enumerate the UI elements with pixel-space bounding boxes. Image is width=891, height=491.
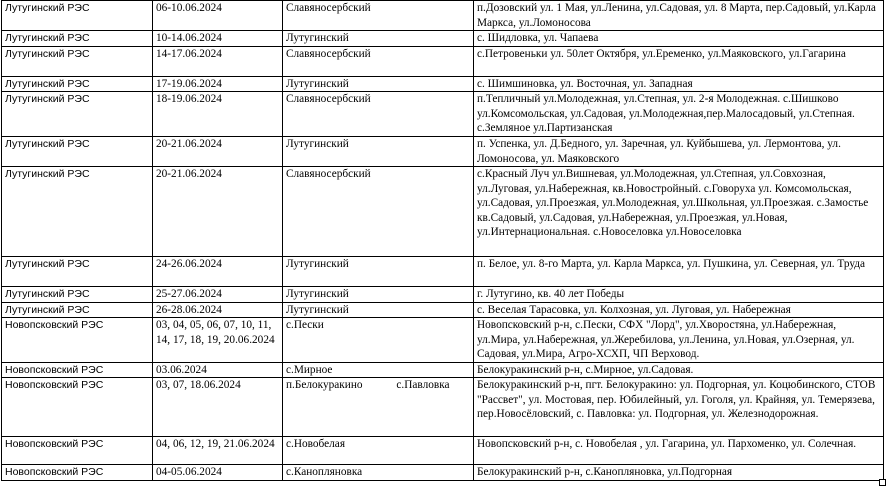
cell-addresses: п.Тепличный ул.Молодежная, ул.Степная, ул. 2-я Молодежная. с.Шишково ул.Комсомольская, ул.Садовая, ул.Молодежная,пер.Малосадовый, ул.Степная. с.Земляное ул.Партизанская xyxy=(474,92,884,137)
cell-district: с.Канопляновка xyxy=(283,465,474,481)
table-row xyxy=(2,76,884,92)
table-resize-handle[interactable] xyxy=(879,479,886,486)
cell-addresses: с.Петровеньки ул. 50лет Октября, ул.Еременко, ул.Маяковского, ул.Гагарина xyxy=(474,46,884,76)
cell-addresses: п. Успенка, ул. Д.Бедного, ул. Заречная, ул. Куйбышева, ул. Лермонтова, ул. Ломоносова, ул. Маяковского xyxy=(474,137,884,167)
cell-dates: 20-21.06.2024 xyxy=(153,137,283,167)
cell-dates: 04, 06, 12, 19, 21.06.2024 xyxy=(153,437,283,465)
cell-district: Лутугинский xyxy=(283,257,474,287)
cell-dates: 04-05.06.2024 xyxy=(153,465,283,481)
cell-res-unit: Лутугинский РЭС xyxy=(2,31,153,47)
cell-addresses: п. Белое, ул. 8-го Марта, ул. Карла Маркса, ул. Пушкина, ул. Северная, ул. Труда xyxy=(474,257,884,287)
cell-district: п.Белокуракино с.Павловка xyxy=(283,378,474,437)
cell-dates: 03, 04, 05, 06, 07, 10, 11, 14, 17, 18, 19, 20.06.2024 xyxy=(153,318,283,363)
cell-district: Славяносербский xyxy=(283,46,474,76)
cell-addresses: с. Шимшиновка, ул. Восточная, ул. Западная xyxy=(474,76,884,92)
cell-district: с.Пески xyxy=(283,318,474,363)
cell-res-unit: Новопсковский РЭС xyxy=(2,465,153,481)
cell-district: Славяносербский xyxy=(283,1,474,31)
table-body xyxy=(2,1,884,481)
table-row xyxy=(2,362,884,378)
table-row xyxy=(2,46,884,76)
cell-addresses: с. Веселая Тарасовка, ул. Колхозная, ул. Луговая, ул. Набережная xyxy=(474,302,884,318)
cell-addresses: с.Красный Луч ул.Вишневая, ул.Молодежная, ул.Степная, ул.Совхозная, ул.Луговая, ул.Набережная, кв.Новостройный. с.Говоруха ул. Комсомольская, ул.Садовая, ул.Проезжая, ул.Молодежная, ул.Школьная, ул.Проезжая. с.Замостье кв.Садовый, ул.Садовая, ул.Набережная, ул.Проезжая, ул.Новая, ул.Интернациональная. с.Новоселовка ул.Новоселовка xyxy=(474,167,884,257)
cell-addresses: Белокуракинский р-н, с.Мирное, ул.Садовая. xyxy=(474,362,884,378)
outage-schedule-table xyxy=(1,0,884,481)
table-row xyxy=(2,465,884,481)
cell-res-unit: Лутугинский РЭС xyxy=(2,257,153,287)
cell-district: с.Мирное xyxy=(283,362,474,378)
table-row xyxy=(2,167,884,257)
table-row xyxy=(2,287,884,303)
cell-res-unit: Лутугинский РЭС xyxy=(2,137,153,167)
table-row xyxy=(2,92,884,137)
cell-addresses: Новопсковский р-н, с. Новобелая , ул. Гагарина, ул. Пархоменко, ул. Солечная. xyxy=(474,437,884,465)
cell-addresses: с. Шидловка, ул. Чапаева xyxy=(474,31,884,47)
table-row xyxy=(2,302,884,318)
cell-dates: 14-17.06.2024 xyxy=(153,46,283,76)
table-row xyxy=(2,137,884,167)
cell-addresses: Белокуракинский р-н, с.Канопляновка, ул.Подгорная xyxy=(474,465,884,481)
cell-district: Лутугинский xyxy=(283,302,474,318)
table-row xyxy=(2,318,884,363)
cell-district: Славяносербский xyxy=(283,92,474,137)
cell-addresses: г. Лутугино, кв. 40 лет Победы xyxy=(474,287,884,303)
cell-res-unit: Лутугинский РЭС xyxy=(2,92,153,137)
table-row xyxy=(2,31,884,47)
cell-district: Лутугинский xyxy=(283,137,474,167)
cell-dates: 03, 07, 18.06.2024 xyxy=(153,378,283,437)
cell-addresses: Белокуракинский р-н, пгт. Белокуракино: ул. Подгорная, ул. Коцюбинского, СТОВ "Рассвет", ул. Мостовая, пер. Юбилейный, ул. Гоголя, ул. Крайняя, ул. Темерязева, пер.Новосёловский, с. Павловка: ул. Подгорная, ул. Железнодорожная. xyxy=(474,378,884,437)
cell-res-unit: Лутугинский РЭС xyxy=(2,167,153,257)
cell-dates: 18-19.06.2024 xyxy=(153,92,283,137)
cell-dates: 03.06.2024 xyxy=(153,362,283,378)
table-row xyxy=(2,1,884,31)
cell-res-unit: Лутугинский РЭС xyxy=(2,287,153,303)
table-row xyxy=(2,378,884,437)
cell-dates: 26-28.06.2024 xyxy=(153,302,283,318)
cell-res-unit: Лутугинский РЭС xyxy=(2,76,153,92)
cell-district: с.Новобелая xyxy=(283,437,474,465)
cell-district: Лутугинский xyxy=(283,287,474,303)
cell-district: Лутугинский xyxy=(283,76,474,92)
cell-res-unit: Новопсковский РЭС xyxy=(2,318,153,363)
cell-dates: 06-10.06.2024 xyxy=(153,1,283,31)
cell-res-unit: Лутугинский РЭС xyxy=(2,46,153,76)
cell-res-unit: Новопсковский РЭС xyxy=(2,362,153,378)
cell-dates: 20-21.06.2024 xyxy=(153,167,283,257)
cell-dates: 24-26.06.2024 xyxy=(153,257,283,287)
cell-dates: 17-19.06.2024 xyxy=(153,76,283,92)
cell-district: Лутугинский xyxy=(283,31,474,47)
cell-addresses: п.Дозовский ул. 1 Мая, ул.Ленина, ул.Садовая, ул. 8 Марта, пер.Садовый, ул.Карла Маркса, ул.Ломоносова xyxy=(474,1,884,31)
table-row xyxy=(2,437,884,465)
cell-district: Славяносербский xyxy=(283,167,474,257)
cell-dates: 10-14.06.2024 xyxy=(153,31,283,47)
cell-res-unit: Лутугинский РЭС xyxy=(2,1,153,31)
cell-res-unit: Лутугинский РЭС xyxy=(2,302,153,318)
cell-res-unit: Новопсковский РЭС xyxy=(2,378,153,437)
cell-addresses: Новопсковский р-н, с.Пески, СФХ "Лорд", ул.Хворостяна, ул.Набережная, ул.Мира, ул.Набережная, ул.Жеребилова, ул.Ленина, ул.Новая, ул.Озерная, ул. Садовая, ул.Мира, Агро-ХСХП, ЧП Верховод. xyxy=(474,318,884,363)
cell-dates: 25-27.06.2024 xyxy=(153,287,283,303)
cell-res-unit: Новопсковский РЭС xyxy=(2,437,153,465)
table-row xyxy=(2,257,884,287)
